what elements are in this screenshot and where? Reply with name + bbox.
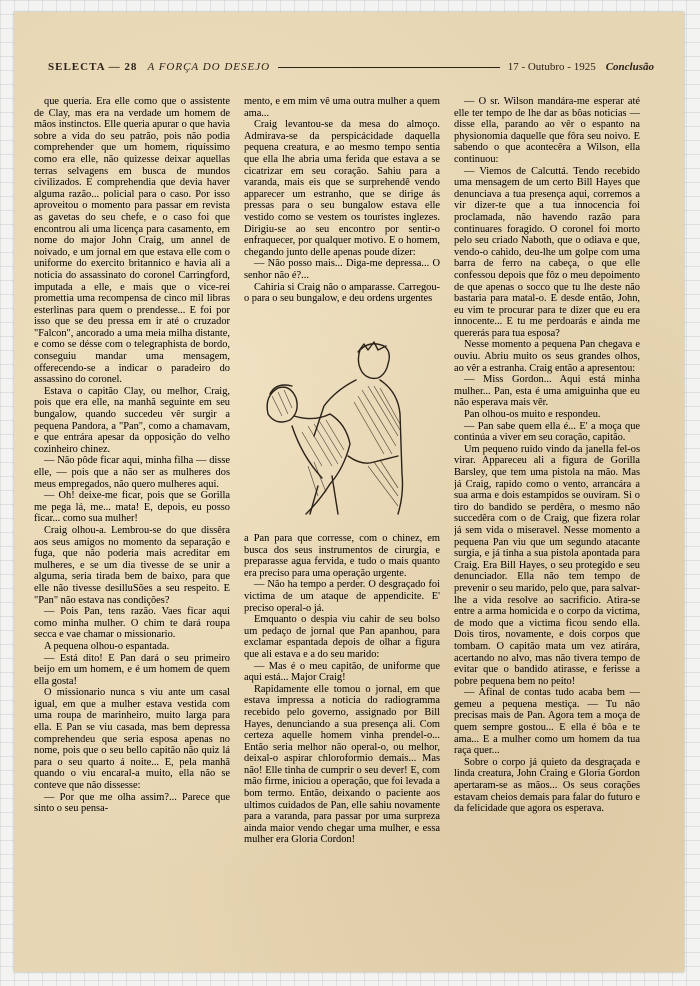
continuation-label: Conclusão bbox=[605, 61, 654, 73]
paragraph: Craig levantou-se da mesa do almoço. Admirava-se da perspicácidade daquella pequena creatura, e ao mesmo tempo sentia que ella lhe abria uma ferida que estava a se cicatrizar em seu coração. Sahiu para a varanda, mais eis que se surprehendê vendo apparecer um estranho, que se dirige ás pressas para o seu bungalow estava elle vestido como se vestem os touristes inglezes. Dirigiu-se ao seu encontro por sentir-o enfraquecer, por qualquer motivo. E o homem, chegando junto delle apenas poude dizer: bbox=[244, 119, 440, 258]
text-column-2-bottom bbox=[244, 533, 440, 928]
paragraph: — Está dito! E Pan dará o seu primeiro beijo em um homem, e é um homem de quem ella gosta! bbox=[34, 652, 230, 687]
magazine-name-page: SELECTA — 28 bbox=[48, 61, 138, 73]
paragraph: Estava o capitão Clay, ou melhor, Craig, pois que era elle, na manhã seguinte em seu bungalow, quando succedeu vêr surgir a pequena Pandora, a "Pan", como a chamavam, e que entrára apesar da opposição do velho cozinheiro chinez. bbox=[34, 385, 230, 455]
illustration-man-carrying-woman bbox=[248, 336, 438, 526]
text-column-1 bbox=[34, 96, 230, 926]
header-rule bbox=[278, 67, 500, 68]
paragraph: O missionario nunca s viu ante um casal igual, em que a mulher estava vestida com uma roupa de marinheiro, muito larga para ella. E Pan se viu casada, mas bem depressa comprehendeu que seria esposa apenas no nome, pois que o seu bello capitão não quiz lá para o seu quarto á noite... E, pela manhã quando o viu encaral-a muito, ella não se conteve que não dissesse: bbox=[34, 687, 230, 792]
paragraph: — O sr. Wilson mandára-me esperar até elle ter tempo de lhe dar as bôas noticias — disse ella, parando ao vêr o espanto na physionomia daquelle que fôra seu noivo. E sabendo o que acontecêra a Wilson, ella continuou: bbox=[454, 96, 640, 165]
paragraph: — Viemos de Calcuttá. Tendo recebido uma mensagem de um certo Bill Hayes que denunciava a tua presença aqui, corremos a vir dizer-te que a tua innocencia foi proclamada, não havendo razão para continuares foragido. O coronel foi morto pelo seu criado Naboth, que o odiava e que, vendo-o cahido, deu-lhe um golpe com uma barra de ferro na cabeça, o que elle confessou depois que fôz o meu depoimento de que apenas o socco que tu lhe deste não bastaria para matal-o. E desde então, John, eu vim te procurar para te dizer que eu era innocente... E tu me perdoarás e ainda me quererás para tua esposa? bbox=[454, 165, 640, 339]
paragraph: — Pan sabe quem ella é... E' a moça que continúa a viver em seu coração, capitão. bbox=[454, 420, 640, 444]
paragraph: — Não pôde ficar aqui, minha filha — disse elle, — pois que a não ser as mulheres dos meus empregados, não quero mulheres aqui. bbox=[34, 455, 230, 490]
paragraph: que queria. Era elle como que o assistente de Clay, mas era na verdade um homem de mãos instinctos. Elle queria apurar o que havia sobre a vida do seu patrão, pois não podia comprehender que um homem, riquíssimo como era elle, não quizesse deixar aquellas terras selvagens em busca de mundos civilizados. E comprehendia que devia haver alguma razão... policial para o caso. Por isso aproveitou o momento para passar em revista as gavetas do seu chefe, e o caso foi que encontrou ali uma licença para casamento, em nome do major John Craig, um annel de noivado, e um jornal em que estava elle com o uniforme do exercito britannico e havia ali a noticia do assassinato do coronel Carringford, imputada a elle, e mais que o vice-rei promettia uma recompensa de cinco mil libras esterlinas para quem o prendesse... E foi por isso que se deu pressa em ir até o cruzador "Falcon", ancorado a uma meia milha distante, e como se désse com o telegraphista de bordo, conseguiu mandar uma mensagem, offerecendo-se a indicar o paradeiro do assassino do coronel. bbox=[34, 96, 230, 386]
paragraph: Pan olhou-os muito e respondeu. bbox=[464, 409, 601, 421]
paragraph: Craig olhou-a. Lembrou-se do que dissêra aos seus amigos no momento da separação e fuga, que não poderia mais acreditar em mulheres, e se um dia tivesse de se unir a alguma, seria tirada bem de baixo, para que elle não tivesse desilluSões a seu respeito. E "Pan" não estava nas condições? bbox=[34, 524, 230, 606]
paragraph: — Oh! deixe-me ficar, pois que se Gorilla me pega lá, me... mata! E, depois, eu posso ficar... como sua mulher! bbox=[34, 490, 230, 525]
paragraph: — Não ha tempo a perder. O desgraçado foi victima de um ataque de appendicite. E' preciso operal-o já. bbox=[244, 579, 440, 614]
paragraph: Sobre o corpo já quieto da desgraçada e linda creatura, John Craing e Gloria Gordon apertaram-se as mãos... Os seus corações estavam cheios demais para falar do futuro e da felicidade que agora os esperava. bbox=[454, 756, 640, 815]
page-header bbox=[48, 58, 654, 76]
paragraph: Nesse momento a pequena Pan chegava e ouviu. Abriu muito os seus grandes olhos, ao vêr a estranha. Craig então a apresentou: bbox=[454, 339, 640, 374]
paragraph: Rapidamente elle tomou o jornal, em que estava impressa a noticia do radiogramma recebido pelo governo, assignado por Bill Hayes, denunciando a sua presença ali. Com certeza aquelle homem vinha prendel-o... Então seria melhor não operal-o, ou melhor, deixal-o aspirar chloroformio demais... Mas não! Elle tinha de cumprir o seu dever! E, com mão firme, iniciou a operação, que foi levada a bom termo. Então, deixando o paciente aos ultimos cuidados de Pan, elle sahiu novamente para a varanda, para passar por uma surpreza ainda maior vendo chegar uma mulher, e essa mulher era Gloria Cordon! bbox=[244, 683, 440, 846]
issue-date: 17 - Outubro - 1925 bbox=[507, 61, 596, 73]
paragraph: mento, e em mim vê uma outra mulher a quem ama... bbox=[244, 96, 440, 119]
paragraph: Emquanto o despia viu cahir de seu bolso um pedaço de jornal que Pan apanhou, para exclamar espantada depois de olhar a figura que ali estava e a do seu marido: bbox=[244, 614, 440, 660]
paragraph: Cahiria si Craig não o amparasse. Carregou-o para o seu bungalow, e deu ordens urgentes bbox=[244, 281, 440, 305]
paragraph: — Não posso mais... Diga-me depressa... O senhor não é?... bbox=[244, 258, 440, 281]
paragraph: — Por que me olha assim?... Parece que sinto o seu pensa- bbox=[34, 791, 230, 815]
paragraph: Um pequeno ruido vindo da janella fel-os virar. Appareceu ali a figura de Gorilla Barsley, que tem uma pistola na mão. Mas já Craig, rapido como o vento, arrancára a sua arma e dois estampidos se ouviram. Si o tiro do bandido se perdêra, o mesmo não succedêra com o de Craig, que fizera rolar já sem vida o miseravel. Nesse momento a pequena Pan viu que um segundo atacante surgia, e já tinha a sua pistola apontada para Craig. Era Bill Hayes, o seu protegido e seu denunciador. Ella não tem tempo de prevenir o seu marido, pelo que, para salvar-lhe a vida resolve ao sacrificio. Atira-se entre a arma homicida e o corpo da victima, de modo que a victima ficou sendo ella. Dois tiros, novamente, e dois corpos que tombam. O capitão mata um vez atirára, acertando no alvo, mas não tivera tempo de evitar que o bandido atirasse, e ferisse a pobre pequena bem no peito! bbox=[454, 443, 640, 687]
paragraph: — Mas é o meu capitão, de uniforme que aqui está... Major Craig! bbox=[244, 660, 440, 684]
text-column-3 bbox=[454, 96, 640, 926]
text-column-2-top bbox=[244, 96, 440, 332]
story-title: A FORÇA DO DESEJO bbox=[147, 61, 271, 73]
paragraph: — Pois Pan, tens razão. Vaes ficar aqui como minha mulher. O chim te dará roupa secca e vae chamar o missionario. bbox=[34, 606, 230, 641]
paragraph: — Afinal de contas tudo acaba bem — gemeu a pequena mestiça. — Tu não precisas mais de Pan. Agora tem a moça de quem sempre gostou... E ella é bôa e te ama... E a mulher como um homem da tua raça quer... bbox=[454, 687, 640, 757]
paragraph: A pequena olhou-o espantada. bbox=[44, 640, 170, 652]
paragraph: a Pan para que corresse, com o chinez, em busca dos seus instrumentos de cirurgia, e preparasse agua fervida, e tudo o mais quanto era preciso para uma operação urgente. bbox=[244, 533, 440, 579]
paragraph: — Miss Gordon... Aqui está minha mulher... Pan, esta é uma amiguinha que eu não esperava mais vêr. bbox=[454, 374, 640, 409]
